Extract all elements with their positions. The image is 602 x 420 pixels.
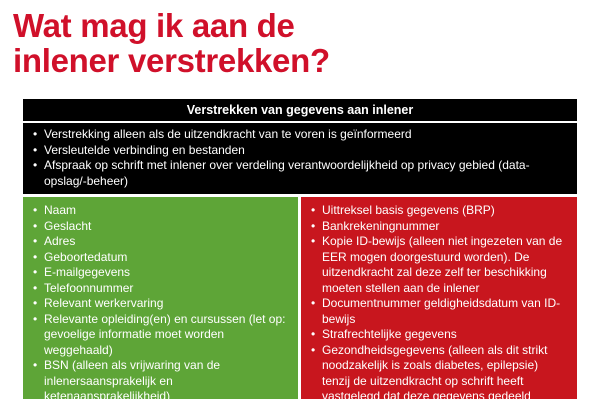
allowed-data-item: • Geslacht [31,219,290,235]
section-header: Verstrekken van gegevens aan inlener [23,99,577,121]
not-allowed-data-item: • Gezondheidsgegevens (alleen als dit strikt noodzakelijk is zoals diabetes, epilepsie) tenzij de uitzendkracht op schrift heeft vastgelegd dat deze gegevens gedeeld mogen worden [309,343,569,420]
allowed-data-item: • Naam [31,203,290,219]
allowed-data-item: • Relevant werkervaring [31,296,290,312]
general-conditions-box [23,123,577,194]
not-allowed-data-item: • Bankrekeningnummer [309,219,569,235]
allowed-data-item: • BSN (alleen als vrijwaring van de inlenersaansprakelijk en ketenaansprakelijkheid) [31,358,290,405]
allowed-data-box [23,197,298,403]
not-allowed-data-item: • Kopie ID-bewijs (alleen niet ingezeten van de EER mogen doorgestuurd worden). De uitzendkracht zal deze zelf ter beschikking moeten stellen aan de inlener [309,234,569,296]
general-conditions-list [31,127,569,189]
general-condition-item: • Verstrekking alleen als de uitzendkracht van te voren is geïnformeerd [31,127,569,143]
page-title-line-1: Wat mag ik aan de [13,7,295,44]
page-title-line-2: inlener verstrekken? [13,42,330,79]
not-allowed-data-item: • Documentnummer geldigheidsdatum van ID-bewijs [309,296,569,327]
not-allowed-data-list [309,203,569,420]
allowed-data-list [31,203,290,405]
allowed-data-item: • Telefoonnummer [31,281,290,297]
allowed-data-item: • Adres [31,234,290,250]
not-allowed-data-box [301,197,577,419]
allowed-data-item: • Relevante opleiding(en) en cursussen (let op: gevoelige informatie moet worden weggehaald) [31,312,290,359]
allowed-data-item: • E-mailgegevens [31,265,290,281]
not-allowed-data-item: • Uittreksel basis gegevens (BRP) [309,203,569,219]
page-title [13,8,330,78]
not-allowed-data-item: • Strafrechtelijke gegevens [309,327,569,343]
general-condition-item: • Afspraak op schrift met inlener over verdeling verantwoordelijkheid op privacy gebied (data-opslag/-beheer) [31,158,569,189]
general-condition-item: • Versleutelde verbinding en bestanden [31,143,569,159]
allowed-data-item: • Geboortedatum [31,250,290,266]
